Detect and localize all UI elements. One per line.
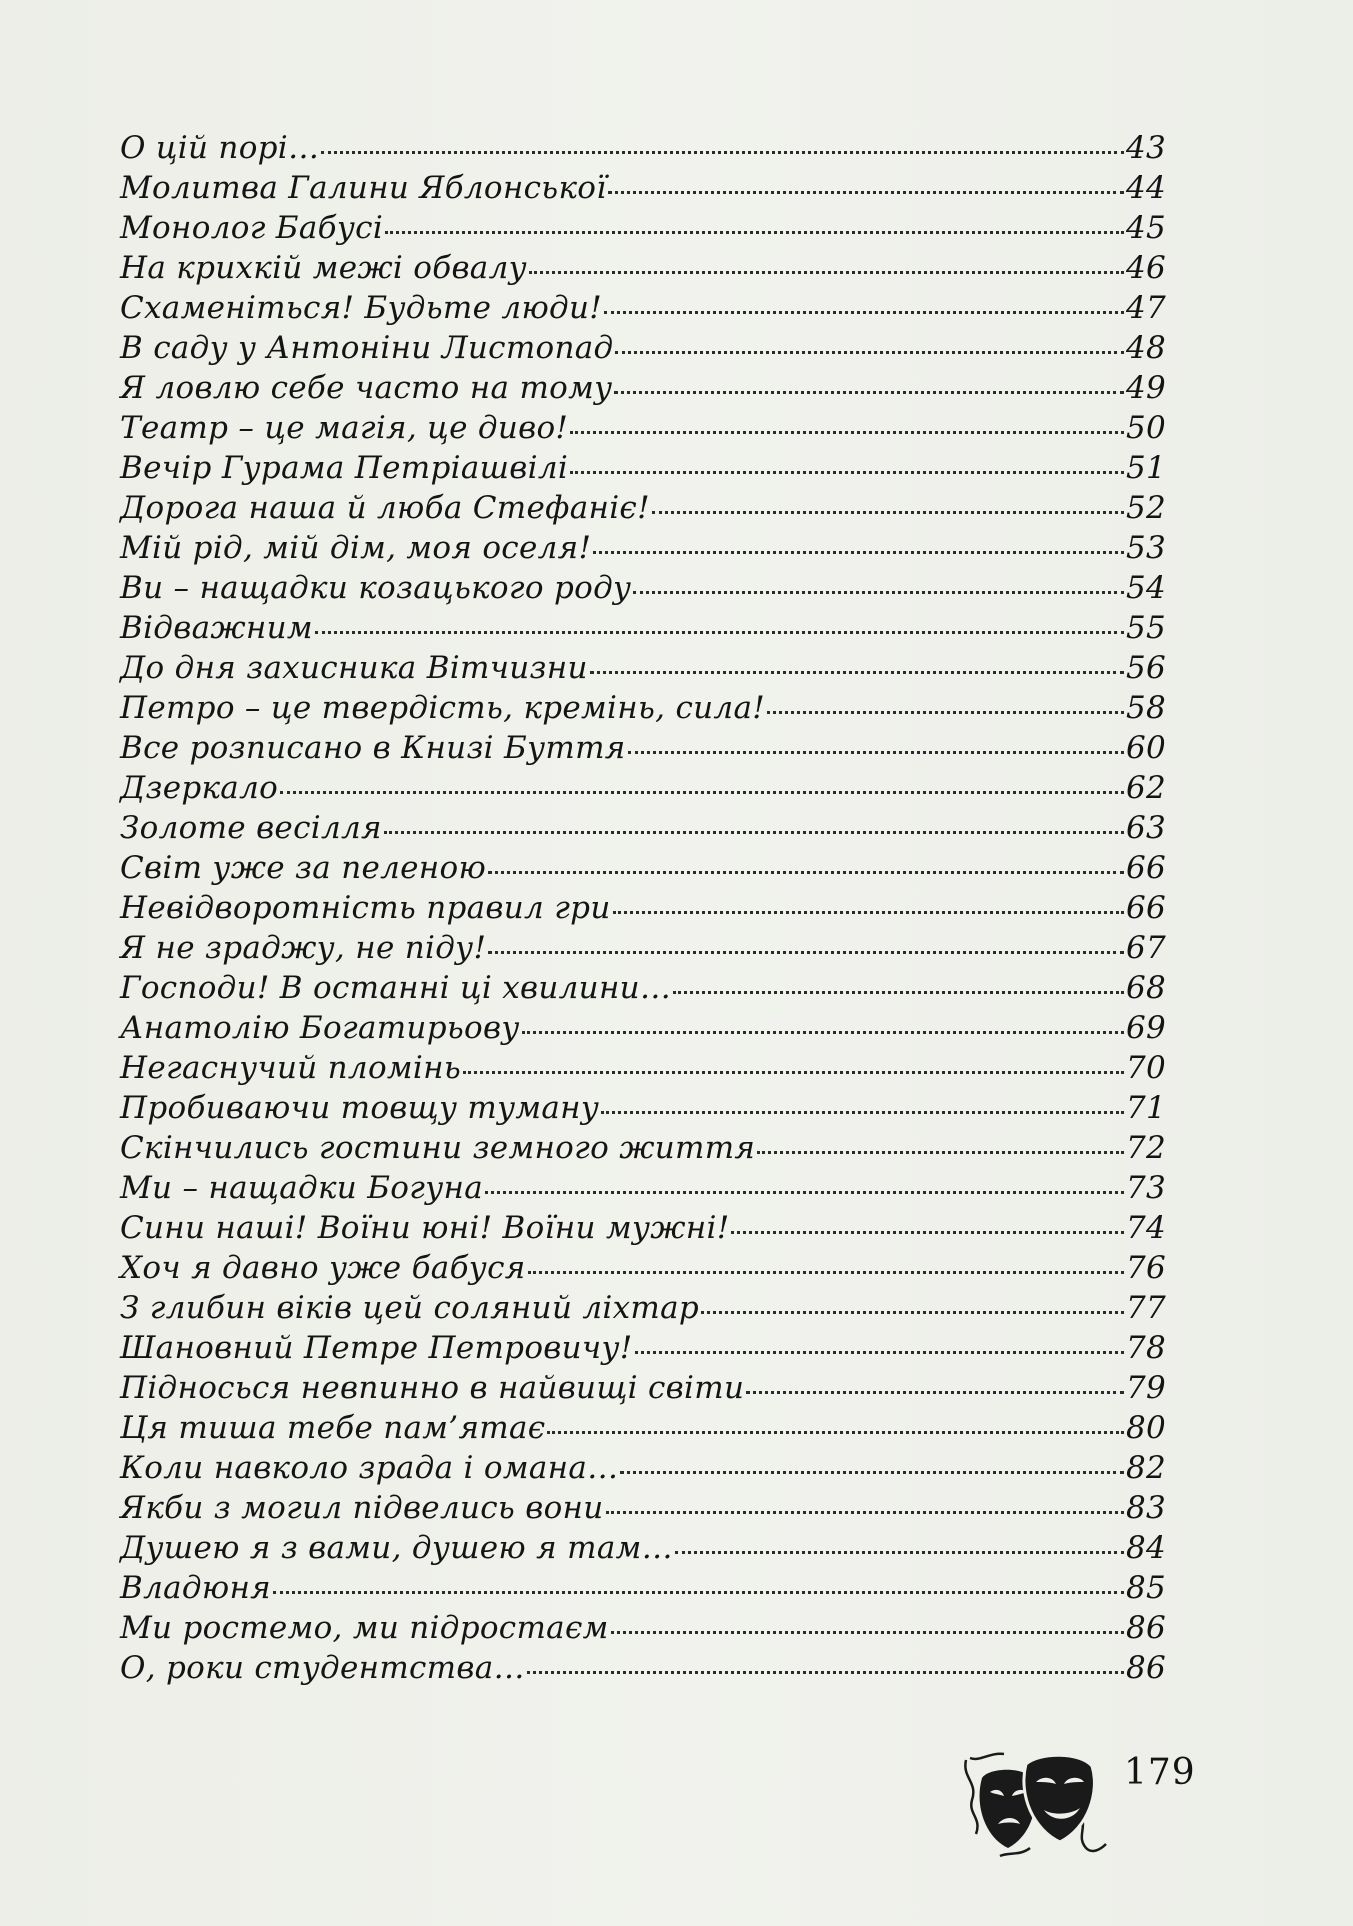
toc-entry-title: Вечір Гурама Петріашвілі: [120, 450, 569, 486]
toc-entry-page: 86: [1125, 1610, 1166, 1646]
toc-entry-title: Мій рід, мій дім, моя оселя!: [120, 530, 592, 566]
toc-entry-page: 67: [1125, 930, 1166, 966]
toc-dot-leader: [488, 869, 1124, 874]
toc-entry-title: Душею я з вами, душею я там…: [120, 1530, 673, 1566]
toc-entry: [120, 1528, 1166, 1568]
toc-entry-page: 68: [1125, 970, 1166, 1006]
toc-entry: [120, 1088, 1166, 1128]
toc-entry-title: Коли навколо зрада і омана…: [120, 1450, 619, 1486]
toc-entry-page: 62: [1125, 770, 1166, 806]
toc-entry-title: Ми ростемо, ми підростаєм: [120, 1610, 609, 1646]
toc-entry: [120, 608, 1166, 648]
toc-dot-leader: [488, 949, 1124, 954]
toc-entry-title: Театр – це магія, це диво!: [120, 410, 569, 446]
toc-entry-page: 79: [1125, 1370, 1166, 1406]
toc-entry: [120, 1248, 1166, 1288]
toc-entry-title: Молитва Галини Яблонської: [120, 170, 607, 206]
toc-dot-leader: [675, 1549, 1124, 1554]
toc-entry-page: 72: [1125, 1130, 1166, 1166]
toc-entry-page: 44: [1125, 170, 1166, 206]
toc-entry: [120, 368, 1166, 408]
toc-entry-page: 45: [1125, 210, 1166, 246]
toc-entry-page: 52: [1125, 490, 1166, 526]
toc-dot-leader: [570, 469, 1124, 474]
toc-entry-title: Монолог Бабусі: [120, 210, 384, 246]
toc-entry: [120, 408, 1166, 448]
toc-entry-title: Я не зраджу, не піду!: [120, 930, 487, 966]
toc-entry-page: 48: [1125, 330, 1166, 366]
toc-entry-title: Дзеркало: [120, 770, 279, 806]
toc-dot-leader: [529, 269, 1124, 274]
toc-entry-page: 70: [1125, 1050, 1166, 1086]
toc-entry: [120, 1128, 1166, 1168]
toc-entry-page: 78: [1125, 1330, 1166, 1366]
toc-entry-title: В саду у Антоніни Листопад: [120, 330, 614, 366]
toc-entry-page: 77: [1125, 1290, 1166, 1326]
toc-entry-title: Скінчились гостини земного життя: [120, 1130, 756, 1166]
toc-entry-page: 63: [1125, 810, 1166, 846]
toc-entry-page: 47: [1125, 290, 1166, 326]
toc-entry: [120, 1008, 1166, 1048]
toc-entry-page: 60: [1125, 730, 1166, 766]
toc-entry: [120, 768, 1166, 808]
toc-entry-page: 73: [1125, 1170, 1166, 1206]
toc-entry: [120, 1328, 1166, 1368]
toc-entry: [120, 568, 1166, 608]
toc-entry-page: 66: [1125, 850, 1166, 886]
toc-dot-leader: [593, 549, 1124, 554]
toc-dot-leader: [767, 709, 1124, 714]
toc-entry-page: 85: [1125, 1570, 1166, 1606]
toc-entry-title: Підносься невпинно в найвищі світи: [120, 1370, 745, 1406]
toc-entry-page: 56: [1125, 650, 1166, 686]
toc-entry-page: 82: [1125, 1450, 1166, 1486]
toc-dot-leader: [604, 309, 1124, 314]
toc-dot-leader: [608, 189, 1124, 194]
toc-dot-leader: [463, 1069, 1124, 1074]
toc-entry-title: Шановний Петре Петровичу!: [120, 1330, 633, 1366]
toc-dot-leader: [384, 829, 1124, 834]
toc-entry-page: 50: [1125, 410, 1166, 446]
toc-entry: [120, 1368, 1166, 1408]
toc-dot-leader: [527, 1669, 1124, 1674]
toc-entry-title: Негаснучий пломінь: [120, 1050, 462, 1086]
toc-entry: [120, 528, 1166, 568]
toc-entry: [120, 248, 1166, 288]
toc-entry-title: Відважним: [120, 610, 313, 646]
toc-entry-page: 83: [1125, 1490, 1166, 1526]
toc-dot-leader: [611, 1629, 1124, 1634]
toc-entry-page: 80: [1125, 1410, 1166, 1446]
toc-entry: [120, 888, 1166, 928]
toc-entry: [120, 288, 1166, 328]
toc-entry-title: Пробиваючи товщу туману: [120, 1090, 600, 1126]
toc-entry: [120, 728, 1166, 768]
toc-entry-title: О, роки студентства…: [120, 1650, 525, 1686]
toc-dot-leader: [731, 1229, 1123, 1234]
theater-masks-icon: [960, 1748, 1116, 1858]
toc-entry: [120, 1408, 1166, 1448]
toc-dot-leader: [385, 229, 1124, 234]
toc-entry-title: Владюня: [120, 1570, 271, 1606]
toc-dot-leader: [673, 989, 1124, 994]
toc-entry-title: З глибин віків цей соляний ліхтар: [120, 1290, 700, 1326]
toc-entry-title: На крихкій межі обвалу: [120, 250, 527, 286]
toc-entry: [120, 328, 1166, 368]
toc-entry-page: 55: [1125, 610, 1166, 646]
toc-entry-title: Петро – це твердість, кремінь, сила!: [120, 690, 765, 726]
toc-dot-leader: [620, 1469, 1124, 1474]
toc-entry-title: О цій порі…: [120, 130, 320, 166]
toc-entry-page: 86: [1125, 1650, 1166, 1686]
toc-dot-leader: [635, 1349, 1124, 1354]
toc-entry-title: Хоч я давно уже бабуся: [120, 1250, 526, 1286]
toc-dot-leader: [528, 1269, 1124, 1274]
toc-entry-title: Дорога наша й люба Стефаніє!: [120, 490, 650, 526]
toc-entry-title: Ви – нащадки козацького роду: [120, 570, 632, 606]
toc-entry-page: 51: [1125, 450, 1166, 486]
toc-dot-leader: [746, 1389, 1124, 1394]
toc-entry-page: 46: [1125, 250, 1166, 286]
toc-entry: [120, 968, 1166, 1008]
toc-dot-leader: [614, 389, 1124, 394]
toc-entry: [120, 1208, 1166, 1248]
toc-entry-title: Я ловлю себе часто на тому: [120, 370, 613, 406]
toc-entry-page: 69: [1125, 1010, 1166, 1046]
toc-entry-title: Господи! В останні ці хвилини…: [120, 970, 672, 1006]
toc-dot-leader: [606, 1509, 1124, 1514]
toc-entry-title: Ця тиша тебе пам’ятає: [120, 1410, 546, 1446]
toc-entry-title: Ми – нащадки Богуна: [120, 1170, 484, 1206]
toc-dot-leader: [280, 789, 1124, 794]
toc-entry-page: 53: [1125, 530, 1166, 566]
toc-entry-title: Анатолію Богатирьову: [120, 1010, 520, 1046]
toc-entry-page: 71: [1125, 1090, 1166, 1126]
toc-entry: [120, 1488, 1166, 1528]
toc-dot-leader: [315, 629, 1124, 634]
toc-entry-title: Сини наші! Воїни юні! Воїни мужні!: [120, 1210, 730, 1246]
toc-entry-page: 84: [1125, 1530, 1166, 1566]
toc-dot-leader: [590, 669, 1124, 674]
toc-dot-leader: [628, 749, 1124, 754]
toc-entry: [120, 808, 1166, 848]
toc-dot-leader: [522, 1029, 1124, 1034]
toc-dot-leader: [633, 589, 1124, 594]
toc-entry-title: Схаменіться! Будьте люди!: [120, 290, 603, 326]
toc-entry: [120, 448, 1166, 488]
toc-dot-leader: [701, 1309, 1124, 1314]
toc-entry-title: Якби з могил підвелись вони: [120, 1490, 604, 1526]
toc-entry: [120, 1288, 1166, 1328]
page-number: 179: [1124, 1752, 1196, 1793]
toc-entry: [120, 128, 1166, 168]
toc-entry-page: 74: [1125, 1210, 1166, 1246]
toc-entry-page: 43: [1125, 130, 1166, 166]
toc-dot-leader: [613, 909, 1124, 914]
toc-entry-title: Все розписано в Книзі Буття: [120, 730, 626, 766]
toc-entry: [120, 1608, 1166, 1648]
toc-dot-leader: [321, 149, 1124, 154]
toc-entry: [120, 1648, 1166, 1688]
toc-entry: [120, 688, 1166, 728]
toc-entry: [120, 648, 1166, 688]
toc-entry: [120, 168, 1166, 208]
toc-entry: [120, 1448, 1166, 1488]
toc-entry: [120, 848, 1166, 888]
toc-dot-leader: [547, 1429, 1124, 1434]
toc-entry: [120, 1168, 1166, 1208]
toc-dot-leader: [273, 1589, 1124, 1594]
toc-entry-title: Світ уже за пеленою: [120, 850, 487, 886]
toc-entry: [120, 1048, 1166, 1088]
toc-entry-page: 49: [1125, 370, 1166, 406]
page-footer: [960, 1748, 1220, 1858]
toc-entry-page: 54: [1125, 570, 1166, 606]
toc-entry: [120, 928, 1166, 968]
toc-dot-leader: [570, 429, 1124, 434]
toc-entry: [120, 208, 1166, 248]
toc-entry-page: 66: [1125, 890, 1166, 926]
toc-dot-leader: [601, 1109, 1124, 1114]
toc-dot-leader: [615, 349, 1123, 354]
toc-entry-title: Невідворотність правил гри: [120, 890, 611, 926]
toc-dot-leader: [485, 1189, 1124, 1194]
toc-entry: [120, 1568, 1166, 1608]
toc-entry-page: 58: [1125, 690, 1166, 726]
toc-entry-page: 76: [1125, 1250, 1166, 1286]
toc-dot-leader: [757, 1149, 1124, 1154]
table-of-contents: [120, 128, 1166, 1688]
toc-dot-leader: [652, 509, 1124, 514]
toc-entry-title: Золоте весілля: [120, 810, 382, 846]
toc-entry: [120, 488, 1166, 528]
toc-entry-title: До дня захисника Вітчизни: [120, 650, 588, 686]
